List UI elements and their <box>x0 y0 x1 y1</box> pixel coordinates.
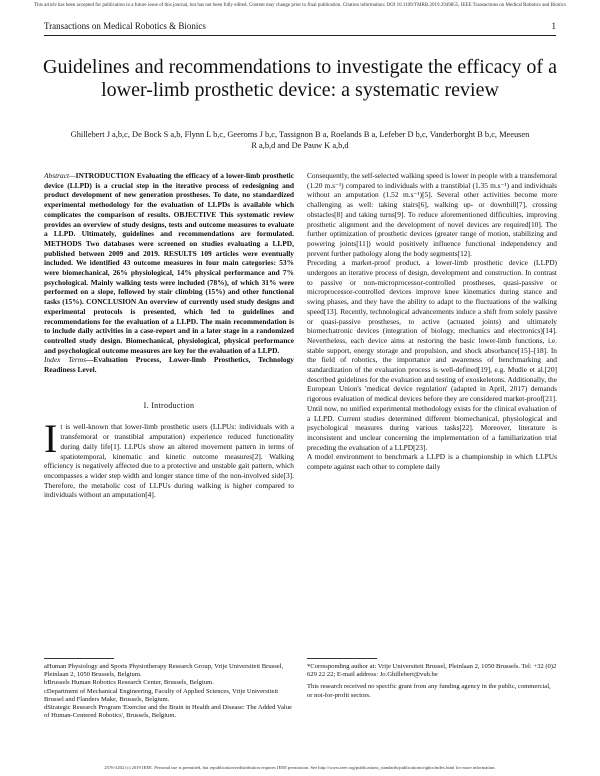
header-rule <box>44 35 556 36</box>
footnote-rule-left <box>44 658 114 659</box>
footnote: cDepartment of Mechanical Engineering, Faculty of Applied Sciences, Vrije Universiteit Brussel and Flanders Make, Brussels, Belgium. <box>44 687 279 703</box>
index-terms-text: —Evaluation Process, Lower-limb Prosthetics, Technology Readiness Level. <box>44 355 295 375</box>
footnote: aHuman Physiology and Sports Physiotherapy Research Group, Vrije Universiteit Brussel, Pleinlaan 2, 1050 Brussels, Belgium. <box>44 663 284 679</box>
journal-name: Transactions on Medical Robotics & Bionics <box>44 21 206 31</box>
abstract-lead: Abstract— <box>44 171 76 180</box>
body-paragraph: Preceding a market-proof product, a lower-limb prosthetic device (LLPD) undergoes an iterative process of design, development and construction. In contrast to passive or non-microprocessor-controlled prostheses, quasi-passive or microprocessor-controlled devices improve knee kinematics during stance and swing phases, and they have the ability to adapt to the fluctuations of the walking speed[13]. Recently, technological advancements induce a shift from solely passive or quasi-passive prostheses, to active (actuated joints) and ultimately biomechatronic devices (integration of biology, mechanics and electronics)[14]. Nevertheless, each device aims at restoring the basic lower-limb functions, i.e. stable support, energy storage and propulsion, and shock absorbance[15]–[18]. In the field of robotics, the importance and awareness of benchmarking and standardization of the evaluation process is well-defined[19], e.g. Mudie et al.[20] described guidelines for the evaluation and testing of exoskeletons. Additionally, the European Union's 'medical device regulation' (adapted in April, 2017) demands rigorous evaluation of medical devices before they are considered market-proof[21]. Until now, no unified experimental methodology exists for the clinical evaluation of a LLPD. Current studies determined different biomechanical, physiological and psychological measures during various tasks[22]. Moreover, literature is inconsistent and unclear concerning the implementation of a familiarization trial preceding the evaluation of a LLPD[23]. <box>307 258 557 452</box>
index-terms <box>44 355 294 374</box>
footnote: bBrussels Human Robotics Research Center, Brussels, Belgium. <box>44 679 214 687</box>
drop-cap: I <box>44 416 58 462</box>
left-column <box>44 171 294 500</box>
introduction-paragraph <box>44 416 294 500</box>
abstract <box>44 171 294 355</box>
footnote: dStrategic Research Program 'Exercise and the Brain in Health and Disease: The Added Value of Human-Centered Robotics', Brussels, Belgium. <box>44 704 292 720</box>
footnote: *Corresponding author at: Vrije Universiteit Brussel, Pleinlaan 2, 1050 Brussels. Tel: +32 (0)2 629 22 22; E-mail address: Jo.Ghillebert@vub.be <box>307 663 557 679</box>
footnote-rule-right <box>307 658 377 659</box>
section-heading: I. Introduction <box>143 400 195 410</box>
prepublication-notice: This article has been accepted for publication in a future issue of this journal, but has not been fully edited. Content may change prior to final publication. Citation information: DOI 10.1109/TMRB.2019.2949855, IEEE Transactions on Medical Robotics and Bionics <box>34 3 566 8</box>
affiliation-footnotes <box>44 663 294 720</box>
author-list: Ghillebert J a,b,c, De Bock S a,b, Flynn L b,c, Geeroms J b,c, Tassignon B a, Roelands B a, Lefeber D b,c, Vanderborght B b,c, Meeusen R a,b,d and De Pauw K a,b,d <box>70 130 530 150</box>
abstract-text: INTRODUCTION Evaluating the efficacy of a lower-limb prosthetic device (LLPD) is a crucial step in the iterative process of redesigning and product development of new generation prostheses. To date, no standardized experimental methodology for the evaluation of LLPDs is available which complicates the comparison of results. OBJECTIVE This systematic review provides an overview of study designs, tests and outcome measures to evaluate a LLPD. Ultimately, guidelines and recommendations are formulated. METHODS Two databases were screened on studies evaluating a LLPD, published between 2009 and 2019. RESULTS 109 articles were eventually included. We identified 43 outcome measures in four main categories: 53% were biomechanical, 26% physiological, 14% physical performance and 7% psychological. Mainly walking tests were included (78%), of which 31% were performed on a slope, followed by stair climbing (15%) and other functional tasks (15%). CONCLUSION An overview of currently used study designs and experimental protocols is presented, which led to guidelines and recommendations for the evaluation of a LLPD. The main recommendation is to include daily activities in a case-report and in a later stage in a randomized controlled study design. Biomechanical, physiological, physical performance and psychological outcome measures are key for the evaluation of a LLPD. <box>44 171 294 355</box>
footnote: This research received no specific grant from any funding agency in the public, commercial, or not-for-profit sectors. <box>307 683 551 699</box>
correspondence-footnotes <box>307 663 557 700</box>
introduction-text: t is well-known that lower-limb prosthetic users (LLPUs: individuals with a transfemoral or transtibial amputation) experience reduced functionality during daily life[1]. LLPUs show an altered movement pattern in terms of spatiotemporal, kinematic and kinetic outcome measures[2]. Walking efficiency is negatively affected due to a protective and unstable gait pattern, which encompasses a wider step width and longer stance time of the non-involved side[3]. Therefore, the metabolic cost of LLPUs during walking is higher compared to individuals without an amputation[4]. <box>44 422 294 500</box>
body-paragraph: Consequently, the self-selected walking speed is lower in people with a transfemoral (1.20 m.s⁻¹) compared to individuals with a transtibial (1.35 m.s⁻¹) and individuals without an amputation (1.52 m.s⁻¹)[5]. Several other activities become more challenging as well: taking stairs[6], walking up- or downhill[7], crossing obstacles[8] and taking turns[9]. To reduce aforementioned difficulties, improving prosthetic alignment and the development of novel devices are required[10]. The further optimization of prosthetic devices (greater range of motion, stabilizing and powering joints[11]) would positively influence functional independency and prevent further pathology along the body segments[12]. <box>307 171 557 258</box>
page-number: 1 <box>551 21 556 31</box>
right-column <box>307 171 557 472</box>
running-header <box>44 21 556 31</box>
paper-title: Guidelines and recommendations to investigate the efficacy of a lower-limb prosthetic device: a systematic review <box>43 56 557 101</box>
index-terms-lead: Index Terms <box>44 355 87 365</box>
body-paragraph: A model environment to benchmark a LLPD is a championship in which LLPUs compete against each other to complete daily <box>307 452 557 472</box>
copyright-footer: 2576-3202 (c) 2019 IEEE. Personal use is permitted, but republication/redistribution requires IEEE permission. See http://www.ieee.org/publications_standards/publications/rights/index.html for more information. <box>104 765 496 770</box>
